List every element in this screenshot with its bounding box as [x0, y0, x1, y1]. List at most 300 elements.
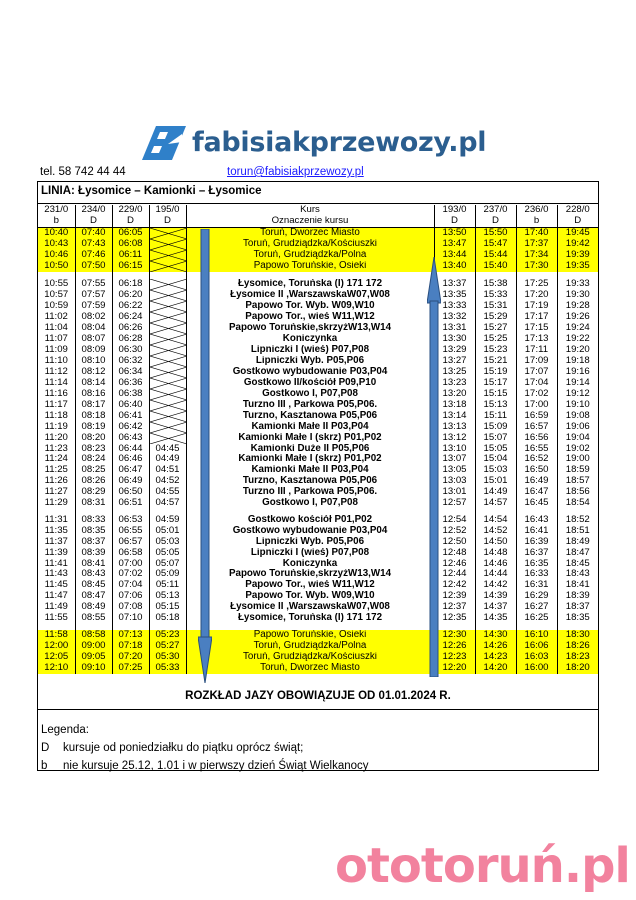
course-mark: D	[75, 216, 112, 227]
spacer-cell	[112, 508, 149, 515]
time-cell: 18:37	[557, 602, 598, 613]
table-row	[38, 487, 598, 498]
time-cell: 04:51	[149, 465, 186, 476]
time-cell: 14:52	[475, 526, 516, 537]
time-cell: 11:14	[44, 377, 68, 388]
time-cell: 11:24	[44, 454, 68, 465]
time-cell: 15:07	[475, 433, 516, 444]
table-row	[38, 250, 598, 261]
time-cell: 16:35	[516, 559, 557, 570]
time-cell: 07:59	[75, 301, 112, 312]
time-cell: 05:03	[149, 537, 186, 548]
time-cell: 12:30	[434, 630, 475, 641]
time-cell: 15:27	[475, 323, 516, 334]
kurs-label: Kurs	[186, 205, 434, 216]
time-cell: 07:00	[112, 559, 149, 570]
time-cell: 10:59	[44, 300, 69, 311]
stop-name: Łysomice II ,WarszawskaW07,W08	[186, 602, 434, 613]
time-cell: 13:14	[434, 411, 475, 422]
time-cell: 08:14	[75, 378, 112, 389]
time-cell: 06:05	[112, 227, 149, 239]
time-cell: 13:13	[434, 422, 475, 433]
time-cell: 10:55	[44, 278, 69, 289]
course-number: 237/0	[475, 205, 516, 216]
time-cell: 13:40	[434, 261, 475, 272]
stop-name: Gostkowo wybudowanie P03,P04	[186, 526, 434, 537]
email-link[interactable]: torun@fabisiakprzewozy.pl	[227, 166, 364, 178]
line-title: LINIA: Łysomice – Kamionki – Łysomice	[41, 185, 262, 197]
table-row	[38, 444, 598, 455]
time-cell: 06:44	[112, 444, 149, 455]
time-cell: 10:43	[38, 239, 75, 250]
time-cell: 06:08	[112, 239, 149, 250]
table-row	[38, 323, 598, 334]
table-row	[38, 641, 598, 652]
spacer-cell	[475, 508, 516, 515]
time-cell	[149, 290, 186, 301]
stop-name: Łysomice, Toruńska (I) 171 172	[186, 613, 434, 624]
time-cell: 15:19	[475, 367, 516, 378]
spacer-cell	[38, 508, 75, 515]
time-cell	[149, 227, 186, 239]
table-row	[38, 301, 598, 312]
crossed-cell-icon	[150, 367, 187, 378]
time-cell: 18:54	[557, 498, 598, 509]
time-cell: 12:23	[434, 652, 475, 663]
time-cell: 19:35	[557, 261, 598, 272]
time-cell: 05:27	[149, 641, 186, 652]
time-cell: 07:08	[112, 602, 149, 613]
time-cell: 11:55	[44, 612, 68, 623]
course-mark: b	[516, 216, 557, 227]
time-cell: 11:29	[44, 497, 68, 508]
time-cell: 11:04	[44, 322, 68, 333]
crossed-cell-icon	[150, 301, 187, 312]
validity-notice: ROZKŁAD JAZY OBOWIĄZUJE OD 01.01.2024 R.	[185, 690, 451, 702]
time-cell: 10:46	[38, 250, 75, 261]
time-cell: 17:25	[516, 279, 557, 290]
time-cell: 11:41	[44, 558, 68, 569]
time-cell: 06:24	[112, 312, 149, 323]
time-cell: 14:30	[475, 630, 516, 641]
legend-text: nie kursuje 25.12, 1.01 i w pierwszy dzień Świąt Wielkanocy	[63, 760, 369, 772]
time-cell: 12:39	[434, 591, 475, 602]
time-cell: 08:02	[75, 312, 112, 323]
time-cell: 08:31	[75, 498, 112, 509]
time-cell: 11:19	[44, 421, 68, 432]
table-row	[38, 312, 598, 323]
course-number: 234/0	[75, 205, 112, 216]
time-cell: 19:00	[557, 454, 598, 465]
time-cell: 05:13	[149, 591, 186, 602]
time-cell: 06:36	[112, 378, 149, 389]
time-cell: 18:52	[557, 515, 598, 526]
time-cell: 19:28	[557, 301, 598, 312]
time-cell: 19:39	[557, 250, 598, 261]
time-cell: 06:34	[112, 367, 149, 378]
up-arrow-icon	[427, 257, 441, 677]
table-row	[38, 569, 598, 580]
time-cell: 14:48	[475, 548, 516, 559]
time-cell: 08:47	[75, 591, 112, 602]
brand-name: fabisiakprzewozy.pl	[192, 126, 487, 158]
table-row	[38, 433, 598, 444]
timetable	[38, 205, 598, 674]
time-cell: 13:29	[434, 345, 475, 356]
time-cell: 04:59	[149, 515, 186, 526]
time-cell: 12:46	[434, 559, 475, 570]
time-cell: 18:59	[557, 465, 598, 476]
time-cell: 17:17	[516, 312, 557, 323]
time-cell: 18:47	[557, 548, 598, 559]
time-cell: 18:41	[557, 580, 598, 591]
time-cell: 18:23	[557, 652, 598, 663]
time-cell: 16:59	[516, 411, 557, 422]
time-cell: 16:33	[516, 569, 557, 580]
time-cell: 05:30	[149, 652, 186, 663]
time-cell: 13:25	[434, 367, 475, 378]
time-cell: 06:30	[112, 345, 149, 356]
table-row	[38, 580, 598, 591]
time-cell: 09:10	[75, 663, 112, 674]
group-spacer	[38, 623, 598, 630]
time-cell: 14:23	[475, 652, 516, 663]
time-cell: 12:37	[434, 602, 475, 613]
course-number: 236/0	[516, 205, 557, 216]
time-cell: 08:45	[75, 580, 112, 591]
time-cell: 14:46	[475, 559, 516, 570]
course-mark: b	[38, 216, 75, 227]
time-cell: 14:42	[475, 580, 516, 591]
course-number: 228/0	[557, 205, 598, 216]
time-cell: 08:39	[75, 548, 112, 559]
table-row	[38, 454, 598, 465]
time-cell: 16:39	[516, 537, 557, 548]
time-cell	[149, 433, 186, 444]
table-row	[38, 465, 598, 476]
stop-name: Kamionki Małe I (skrz) P01,P02	[186, 433, 434, 444]
time-cell: 08:20	[75, 433, 112, 444]
time-cell: 05:11	[149, 580, 186, 591]
time-cell: 18:35	[557, 613, 598, 624]
time-cell: 08:07	[75, 334, 112, 345]
time-cell: 17:37	[516, 239, 557, 250]
stop-name: Papowo Toruńskie,skrzyżW13,W14	[186, 323, 434, 334]
time-cell: 06:51	[112, 498, 149, 509]
stop-name: Toruń, Grudziądzka/Polna	[186, 641, 434, 652]
spacer-cell	[516, 508, 557, 515]
time-cell: 07:40	[75, 227, 112, 239]
table-row	[38, 389, 598, 400]
time-cell: 13:01	[434, 487, 475, 498]
time-cell: 19:33	[557, 279, 598, 290]
time-cell: 17:09	[516, 356, 557, 367]
spacer-cell	[557, 508, 598, 515]
time-cell: 11:31	[44, 515, 68, 526]
time-cell: 06:47	[112, 465, 149, 476]
time-cell: 12:35	[434, 613, 475, 624]
down-arrow-icon	[198, 229, 212, 683]
time-cell: 19:16	[557, 367, 598, 378]
time-cell	[149, 400, 186, 411]
time-cell: 08:04	[75, 323, 112, 334]
stop-name: Kamionki Małe II P03,P04	[186, 465, 434, 476]
stop-name: Toruń, Grudziądzka/Kościuszki	[186, 239, 434, 250]
course-number: 229/0	[112, 205, 149, 216]
time-cell: 06:49	[112, 476, 149, 487]
time-cell: 07:20	[112, 652, 149, 663]
table-row	[38, 515, 598, 526]
time-cell: 19:24	[557, 323, 598, 334]
time-cell: 17:00	[516, 400, 557, 411]
course-number: 193/0	[434, 205, 475, 216]
crossed-cell-icon	[150, 433, 187, 444]
time-cell	[149, 312, 186, 323]
road-logo-icon	[138, 122, 188, 162]
phone-number: tel. 58 742 44 44	[40, 166, 126, 178]
time-cell: 08:12	[75, 367, 112, 378]
time-cell: 16:43	[516, 515, 557, 526]
time-cell	[149, 279, 186, 290]
time-cell: 15:38	[475, 279, 516, 290]
time-cell: 19:10	[557, 400, 598, 411]
group-spacer	[38, 272, 598, 279]
time-cell: 06:15	[112, 261, 149, 272]
time-cell: 14:37	[475, 602, 516, 613]
spacer-cell	[38, 272, 75, 279]
time-cell: 08:29	[75, 487, 112, 498]
stop-name: Lipniczki Wyb. P05,P06	[186, 356, 434, 367]
spacer-cell	[149, 272, 186, 279]
time-cell: 04:52	[149, 476, 186, 487]
stop-name: Gostkowo II/kościół P09,P10	[186, 378, 434, 389]
crossed-cell-icon	[150, 228, 187, 239]
time-cell: 10:50	[38, 261, 75, 272]
time-cell: 15:31	[475, 301, 516, 312]
time-cell: 13:07	[434, 454, 475, 465]
time-cell	[149, 356, 186, 367]
stop-name: Łysomice II ,WarszawskaW07,W08	[186, 290, 434, 301]
time-cell: 13:50	[434, 227, 475, 239]
time-cell: 15:04	[475, 454, 516, 465]
time-cell: 08:10	[75, 356, 112, 367]
time-cell: 10:57	[44, 289, 69, 300]
time-cell: 08:19	[75, 422, 112, 433]
time-cell	[149, 389, 186, 400]
time-cell: 06:55	[112, 526, 149, 537]
table-row	[38, 356, 598, 367]
time-cell: 15:17	[475, 378, 516, 389]
time-cell: 17:07	[516, 367, 557, 378]
time-cell: 15:03	[475, 465, 516, 476]
time-cell: 11:26	[44, 475, 68, 486]
time-cell: 08:33	[75, 515, 112, 526]
time-cell: 06:41	[112, 411, 149, 422]
time-cell: 15:44	[475, 250, 516, 261]
table-row	[38, 613, 598, 624]
time-cell: 16:31	[516, 580, 557, 591]
crossed-cell-icon	[150, 389, 187, 400]
spacer-cell	[557, 623, 598, 630]
time-cell: 13:20	[434, 389, 475, 400]
stop-name: Lipniczki I (wieś) P07,P08	[186, 548, 434, 559]
table-row	[38, 378, 598, 389]
time-cell: 08:43	[75, 569, 112, 580]
time-cell: 11:20	[44, 432, 68, 443]
time-cell: 07:10	[112, 613, 149, 624]
crossed-cell-icon	[150, 239, 187, 250]
time-cell	[149, 367, 186, 378]
time-cell: 17:02	[516, 389, 557, 400]
table-row	[38, 227, 598, 239]
time-cell: 06:53	[112, 515, 149, 526]
time-cell: 15:05	[475, 444, 516, 455]
time-cell: 19:04	[557, 433, 598, 444]
course-mark: D	[557, 216, 598, 227]
time-cell	[149, 323, 186, 334]
time-cell: 18:56	[557, 487, 598, 498]
time-cell: 19:22	[557, 334, 598, 345]
time-cell: 19:08	[557, 411, 598, 422]
time-cell: 11:16	[44, 388, 68, 399]
time-cell: 08:41	[75, 559, 112, 570]
legend-text: kursuje od poniedziałku do piątku oprócz świąt;	[63, 742, 304, 754]
time-cell: 06:28	[112, 334, 149, 345]
time-cell: 08:17	[75, 400, 112, 411]
stop-name: Lipniczki I (wieś) P07,P08	[186, 345, 434, 356]
time-cell: 06:42	[112, 422, 149, 433]
table-row	[38, 279, 598, 290]
time-cell: 05:33	[149, 663, 186, 674]
time-cell: 13:18	[434, 400, 475, 411]
time-cell: 14:54	[475, 515, 516, 526]
crossed-cell-icon	[150, 290, 187, 301]
time-cell: 19:30	[557, 290, 598, 301]
time-cell: 18:45	[557, 559, 598, 570]
time-cell: 08:49	[75, 602, 112, 613]
timetable-document	[37, 181, 599, 771]
time-cell: 15:47	[475, 239, 516, 250]
time-cell: 11:18	[44, 410, 68, 421]
course-number: 195/0	[149, 205, 186, 216]
stop-name: Łysomice, Toruńska (I) 171 172	[186, 279, 434, 290]
time-cell: 19:18	[557, 356, 598, 367]
time-cell: 08:23	[75, 444, 112, 455]
table-row	[38, 400, 598, 411]
stop-name: Papowo Toruńskie, Osieki	[186, 261, 434, 272]
time-cell: 11:12	[44, 366, 68, 377]
time-cell: 12:00	[38, 641, 75, 652]
crossed-cell-icon	[150, 356, 187, 367]
time-cell: 08:18	[75, 411, 112, 422]
time-cell: 11:39	[44, 547, 68, 558]
time-cell	[149, 301, 186, 312]
time-cell: 11:43	[44, 569, 68, 580]
time-cell: 05:23	[149, 630, 186, 641]
time-cell: 12:10	[38, 663, 75, 674]
brand-logo	[138, 122, 486, 162]
crossed-cell-icon	[150, 378, 187, 389]
time-cell: 15:15	[475, 389, 516, 400]
time-cell: 14:35	[475, 613, 516, 624]
spacer-cell	[186, 623, 434, 630]
time-cell: 05:07	[149, 559, 186, 570]
time-cell: 05:15	[149, 602, 186, 613]
time-cell: 13:37	[434, 279, 475, 290]
time-cell: 16:27	[516, 602, 557, 613]
time-cell: 16:41	[516, 526, 557, 537]
time-cell	[149, 378, 186, 389]
time-cell: 11:17	[44, 399, 68, 410]
spacer-cell	[75, 508, 112, 515]
time-cell: 08:37	[75, 537, 112, 548]
time-cell: 17:34	[516, 250, 557, 261]
crossed-cell-icon	[150, 312, 187, 323]
time-cell	[149, 345, 186, 356]
time-cell: 16:55	[516, 444, 557, 455]
time-cell: 18:57	[557, 476, 598, 487]
time-cell: 17:15	[516, 323, 557, 334]
stop-name: Toruń, Grudziądzka/Kościuszki	[186, 652, 434, 663]
time-cell: 11:25	[44, 465, 68, 476]
crossed-cell-icon	[150, 411, 187, 422]
stop-name: Turzno III , Parkowa P05,P06.	[186, 400, 434, 411]
course-mark: D	[149, 216, 186, 227]
time-cell: 06:58	[112, 548, 149, 559]
time-cell: 16:06	[516, 641, 557, 652]
stop-name: Papowo Tor. Wyb. W09,W10	[186, 301, 434, 312]
stop-name: Toruń, Dworzec Miasto	[186, 663, 434, 674]
crossed-cell-icon	[150, 422, 187, 433]
time-cell: 13:12	[434, 433, 475, 444]
time-cell: 05:18	[149, 613, 186, 624]
time-cell: 19:42	[557, 239, 598, 250]
time-cell: 13:35	[434, 290, 475, 301]
stop-name: Gostkowo I, P07,P08	[186, 498, 434, 509]
time-cell: 16:37	[516, 548, 557, 559]
time-cell: 16:47	[516, 487, 557, 498]
time-cell: 17:40	[516, 227, 557, 239]
time-cell: 15:29	[475, 312, 516, 323]
time-cell: 08:35	[75, 526, 112, 537]
crossed-cell-icon	[150, 323, 187, 334]
time-cell: 05:09	[149, 569, 186, 580]
stop-name: Turzno III , Parkowa P05,P06.	[186, 487, 434, 498]
stop-name: Lipniczki Wyb. P05,P06	[186, 537, 434, 548]
crossed-cell-icon	[150, 261, 187, 272]
time-cell	[149, 334, 186, 345]
spacer-cell	[475, 623, 516, 630]
time-cell: 07:46	[75, 250, 112, 261]
time-cell: 13:32	[434, 312, 475, 323]
time-cell: 17:13	[516, 334, 557, 345]
table-row	[38, 663, 598, 674]
spacer-cell	[75, 272, 112, 279]
time-cell: 11:27	[44, 486, 68, 497]
course-mark: D	[112, 216, 149, 227]
legend-item	[41, 739, 369, 757]
time-cell: 07:55	[75, 279, 112, 290]
spacer-cell	[149, 508, 186, 515]
stop-name: Gostkowo wybudowanie P03,P04	[186, 367, 434, 378]
group-spacer	[38, 508, 598, 515]
time-cell: 14:57	[475, 498, 516, 509]
header-row-courses	[38, 205, 598, 216]
time-cell: 13:44	[434, 250, 475, 261]
time-cell: 18:26	[557, 641, 598, 652]
time-cell: 05:05	[149, 548, 186, 559]
time-cell: 08:09	[75, 345, 112, 356]
